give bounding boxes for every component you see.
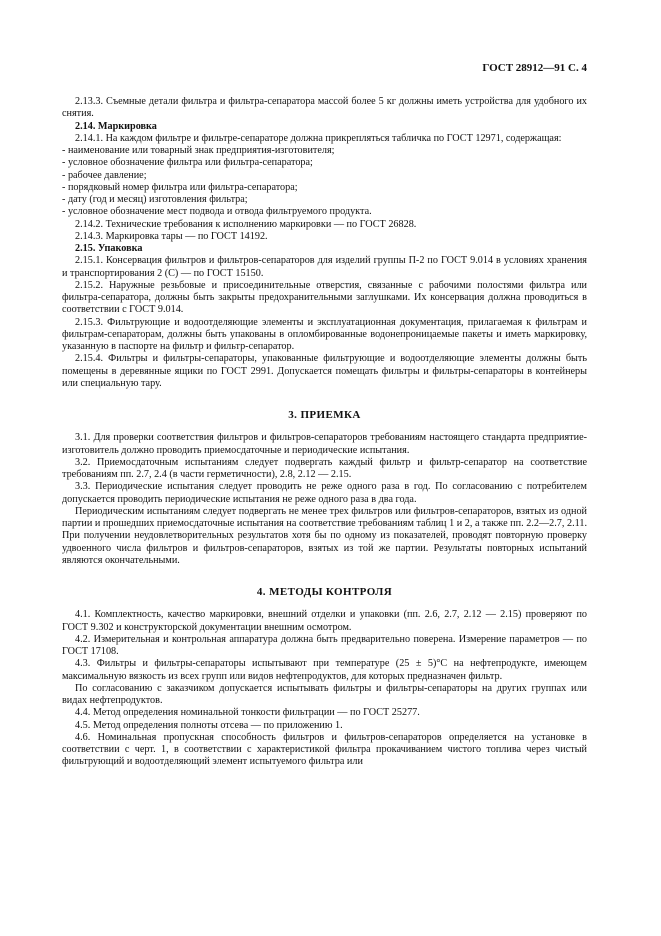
paragraph: 2.13.3. Съемные детали фильтра и фильтра-сепаратора массой более 5 кг должны иметь устройства для удобного их снятия. xyxy=(62,96,587,120)
subsection-heading: 2.14. Маркировка xyxy=(75,120,157,132)
paragraph: 4.6. Номинальная пропускная способность фильтров и фильтров-сепараторов определяется на установке в соответствии с черт. 1, в соответствии с характеристикой фильтра прокачиванием чистого топлива через чистый фильтрующий и водоотделяющий элемент испытуемого фильтра или xyxy=(62,731,587,768)
paragraph: 4.2. Измерительная и контрольная аппаратура должна быть предварительно поверена. Измерение параметров — по ГОСТ 17108. xyxy=(62,633,587,657)
subsection-heading: 2.15. Упаковка xyxy=(75,243,143,254)
paragraph: 2.14.2. Технические требования к исполнению маркировки — по ГОСТ 26828. xyxy=(75,218,417,230)
list-item: - рабочее давление; xyxy=(62,169,147,181)
paragraph: 4.3. Фильтры и фильтры-сепараторы испытывают при температуре (25 ± 5)°С на нефтепродукте, имеющем максимальную вязкость из всех групп или видов нефтепродуктов, для которых предназначен фильтр. xyxy=(62,658,587,682)
paragraph: 4.1. Комплектность, качество маркировки, внешний отделки и упаковки (пп. 2.6, 2.7, 2.12 — 2.15) проверяют по ГОСТ 9.302 и конструкторской документации внешним осмотром. xyxy=(62,609,587,633)
paragraph: 2.15.2. Наружные резьбовые и присоединительные отверстия, связанные с рабочими полостями фильтра или фильтра-сепаратора, должны быть закрыты предохранительными заглушками. Их консервация должна проводиться в соответствии с ГОСТ 9.014. xyxy=(62,279,587,316)
paragraph: 3.3. Периодические испытания следует проводить не реже одного раза в год. По согласованию с потребителем допускается проводить периодические испытания не реже одного раза в два года. xyxy=(62,481,587,505)
document-body xyxy=(62,62,587,769)
paragraph: 2.15.1. Консервация фильтров и фильтров-сепараторов для изделий группы П-2 по ГОСТ 9.014 в условиях хранения и транспортирования 2 (С) — по ГОСТ 15150. xyxy=(62,255,587,279)
paragraph: 2.14.3. Маркировка тары — по ГОСТ 14192. xyxy=(75,230,268,242)
list-item: - условное обозначение мест подвода и отвода фильтруемого продукта. xyxy=(62,206,372,218)
section-title: 3. ПРИЕМКА xyxy=(288,409,361,421)
paragraph: 4.4. Метод определения номинальной тонкости фильтрации — по ГОСТ 25277. xyxy=(75,707,420,719)
page-header: ГОСТ 28912—91 С. 4 xyxy=(482,62,587,74)
list-item: - наименование или товарный знак предприятия-изготовителя; xyxy=(62,145,335,156)
paragraph: 2.14.1. На каждом фильтре и фильтре-сепараторе должна прикрепляться табличка по ГОСТ 12971, содержащая: xyxy=(75,132,562,144)
paragraph: 4.5. Метод определения полноты отсева — по приложению 1. xyxy=(75,719,343,731)
paragraph: 2.15.3. Фильтрующие и водоотделяющие элементы и эксплуатационная документация, прилагаемая к фильтрам и фильтрам-сепараторам, должны быть упакованы в опломбированные водонепроницаемые пакеты и иметь маркировку, указанную в паспорте на фильтр и фильтр-сепаратор. xyxy=(62,316,587,352)
paragraph: 3.2. Приемосдаточным испытаниям следует подвергать каждый фильтр и фильтр-сепаратор на соответствие требованиям пп. 2.7, 2.4 (в части герметичности), 2.8, 2.12 — 2.15. xyxy=(62,456,587,480)
paragraph: 2.15.4. Фильтры и фильтры-сепараторы, упакованные фильтрующие и водоотделяющие элементы должны быть помещены в деревянные ящики по ГОСТ 2991. Допускается помещать фильтры и фильтры-сепараторы в контейнеры или специальную тару. xyxy=(62,353,587,389)
list-item: - порядковый номер фильтра или фильтра-сепаратора; xyxy=(62,181,298,193)
paragraph: Периодическим испытаниям следует подвергать не менее трех фильтров или фильтров-сепараторов, взятых из одной партии и прошедших приемосдаточные испытания на соответствие требованиям таблиц 1 и 2, а также пп. 2.2—2.7, 2.11. При получении неудовлетворительных результатов хотя бы по одному из показателей, проводят повторную проверку удвоенного числа фильтров и фильтров-сепараторов, взятых из той же партии. Результаты повторных испытаний являются окончательными. xyxy=(62,505,587,566)
paragraph: 3.1. Для проверки соответствия фильтров и фильтров-сепараторов требованиям настоящего стандарта предприятие-изготовитель должно проводить приемосдаточные и периодические испытания. xyxy=(62,432,587,456)
list-item: - дату (год и месяц) изготовления фильтра; xyxy=(62,194,248,205)
section-title: 4. МЕТОДЫ КОНТРОЛЯ xyxy=(256,586,393,598)
list-item: - условное обозначение фильтра или фильтра-сепаратора; xyxy=(62,157,313,169)
paragraph: По согласованию с заказчиком допускается испытывать фильтры и фильтры-сепараторы на других группах или видах нефтепродуктов. xyxy=(62,682,587,706)
